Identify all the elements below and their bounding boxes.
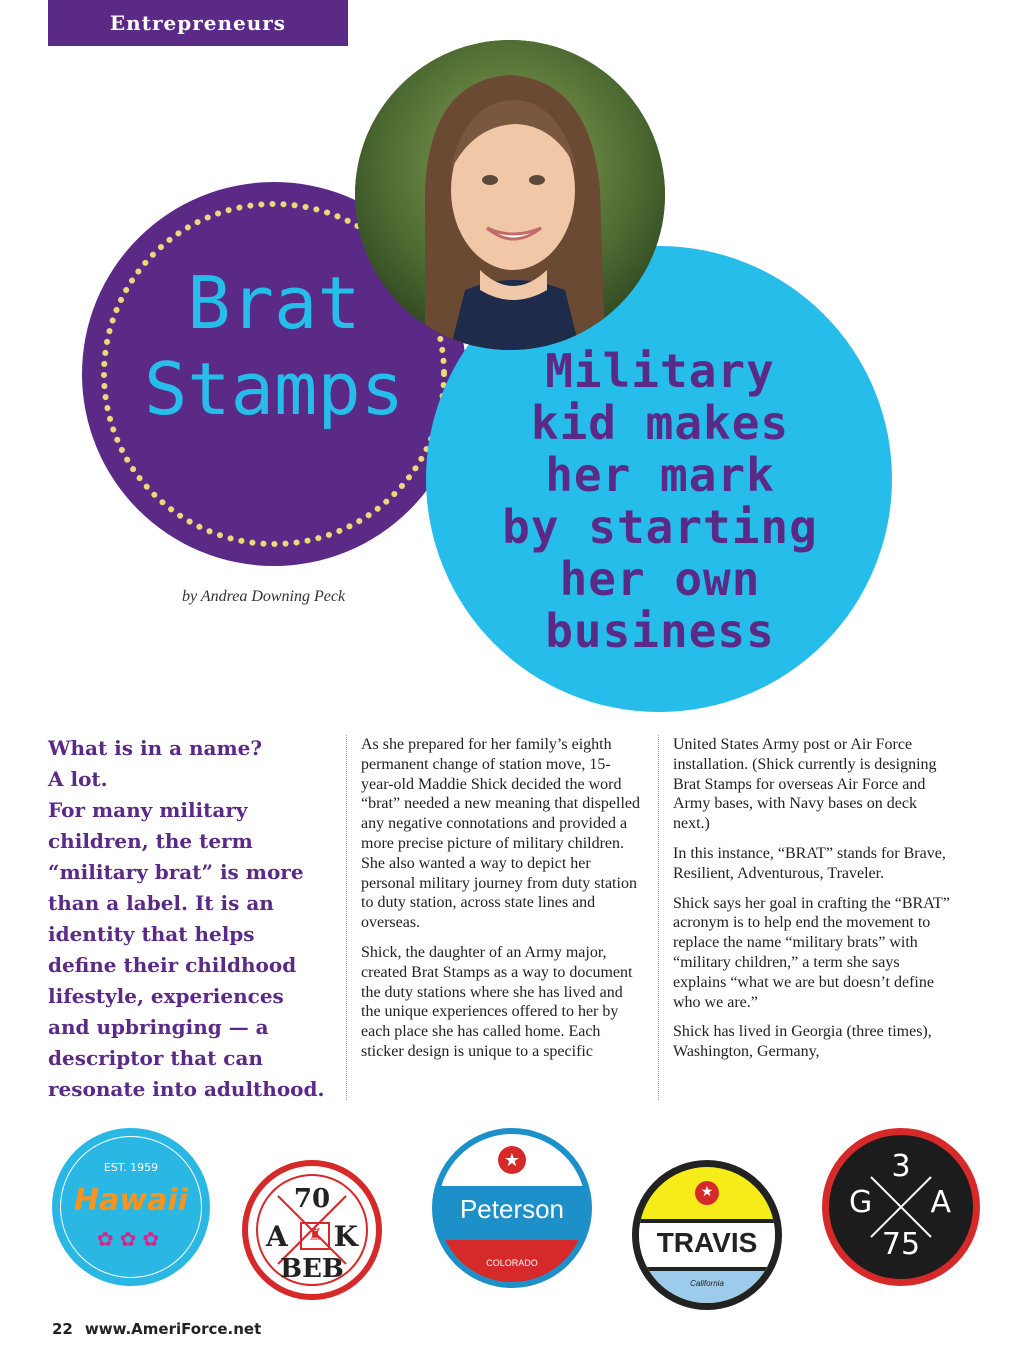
headline-line: kid makes <box>530 396 790 450</box>
headline-line: business <box>545 604 775 658</box>
hawaii-est: EST. 1959 <box>103 1161 159 1174</box>
paragraph: In this instance, “BRAT” stands for Brave, Resilient, Adventurous, Traveler. <box>673 844 946 882</box>
flower-icons: ✿✿✿ <box>96 1229 166 1251</box>
section-tab: Entrepreneurs <box>48 0 348 46</box>
headline-line: by starting <box>502 500 818 554</box>
headline-line: Military <box>545 344 775 398</box>
beb-sticker <box>242 1160 382 1300</box>
hawaii-name: Hawaii <box>74 1183 188 1218</box>
paragraph: United States Army post or Air Force installation. (Shick currently is designing Brat Stamps for overseas Air Force and Army bases, with Navy bases on deck next.) <box>673 736 937 833</box>
page-footer <box>52 1320 273 1338</box>
g3a-bottom: 75 <box>881 1227 921 1262</box>
column-divider <box>346 735 347 1100</box>
g3a-top: 3 <box>891 1149 911 1184</box>
column-divider <box>658 735 659 1100</box>
beb-left: A <box>266 1220 288 1253</box>
g3a-left: G <box>849 1185 873 1220</box>
lede-line: A lot. <box>48 767 108 791</box>
paragraph: As she prepared for her family’s eighth permanent change of station move, 15-year-old Maddie Shick decided the word “brat” needed a new meaning that dispelled any negative connotations and provided a more precise picture of military children. She also wanted a way to depict her personal military journey from duty station to duty station, across state lines and overseas. <box>361 736 640 932</box>
brand-title-line: Brat <box>187 261 361 345</box>
paragraph: Shick, the daughter of an Army major, created Brat Stamps as a way to document the duty stations where she has lived and the unique experiences offered to her by each place she has called home. Each sticker design is unique to a specific <box>361 943 633 1060</box>
headline <box>450 345 870 657</box>
paragraph: Shick says her goal in crafting the “BRAT” acronym is to help end the movement to replace the name “military brats” with “military children,” a term she says explains “what we are but doesn’t define who we are.” <box>673 894 950 1011</box>
headline-line: her mark <box>545 448 775 502</box>
lede-line: What is in a name? <box>48 736 263 760</box>
lede <box>48 733 328 1105</box>
travis-sticker <box>632 1160 782 1310</box>
footer-url[interactable]: www.AmeriForce.net <box>84 1320 262 1338</box>
castle-icon: ♜ <box>300 1222 330 1250</box>
star-icon: ★ <box>695 1181 719 1205</box>
peterson-sticker <box>432 1128 592 1288</box>
paragraph: Shick has lived in Georgia (three times), Washington, Germany, <box>673 1023 932 1061</box>
peterson-state: COLORADO <box>486 1258 538 1268</box>
beb-top: 70 <box>293 1184 331 1214</box>
body-column-3 <box>673 735 955 1072</box>
headline-line: her own <box>559 552 761 606</box>
body-column-2 <box>361 735 643 1072</box>
brand-title <box>82 260 466 432</box>
page-number: 22 <box>52 1320 73 1338</box>
g3a-sticker <box>822 1128 980 1286</box>
travis-name: TRAVIS <box>656 1227 758 1258</box>
travis-state: California <box>690 1279 724 1288</box>
g3a-right: A <box>930 1185 951 1220</box>
brand-title-line: Stamps <box>143 347 405 431</box>
star-icon: ★ <box>498 1146 526 1174</box>
byline: by Andrea Downing Peck <box>182 588 346 605</box>
hawaii-sticker <box>52 1128 210 1286</box>
beb-right: K <box>333 1220 358 1253</box>
hawaii-sticker-face <box>61 1137 201 1277</box>
peterson-name: Peterson <box>459 1194 565 1224</box>
lede-line: For many military children, the term “military brat” is more than a label. It is an identity that helps define their childhood lifestyle, experiences and upbringing — a descriptor that can resonate into adulthood. <box>48 798 325 1101</box>
beb-bottom: BEB <box>280 1254 344 1284</box>
